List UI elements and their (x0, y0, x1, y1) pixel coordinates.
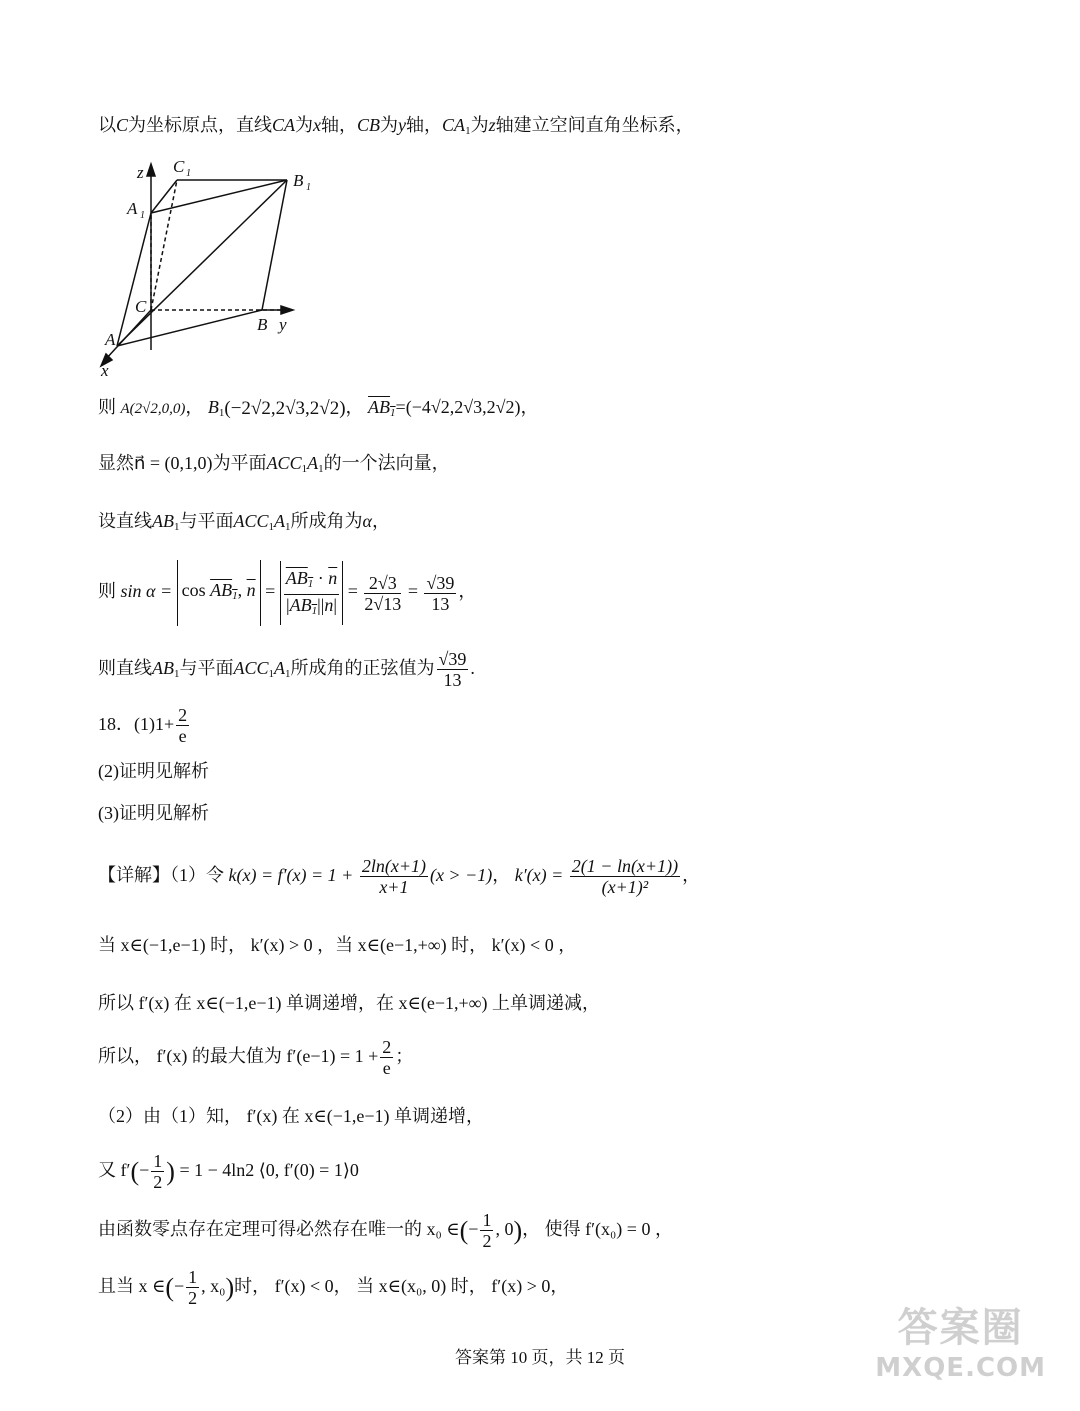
detail-line-4: 所以， f′(x) 的最大值为 f′(e−1) = 1 + $\frac{2}{e}$ ； (98, 1037, 414, 1079)
angle-definition-line: 设直线$AB_1$与平面$ACC_1A_1$所成角为α， (98, 511, 390, 533)
y-axis-arrow (281, 306, 293, 314)
label-A1: A (127, 199, 138, 218)
label-C: C (135, 297, 147, 316)
label-B1: B (293, 171, 304, 190)
edge-A1B1 (151, 180, 287, 213)
label-z: z (137, 163, 144, 182)
q18-answer-1: 18．(1)1+ $\frac{2}{e}$ (98, 705, 188, 747)
label-B: B (257, 315, 268, 334)
label-A: A (105, 330, 116, 349)
edge-BB1 (262, 180, 287, 310)
detail-line-2: 当 x∈(−1,e−1) 时， k′(x) > 0 ，当 x∈(e−1,+∞) 时， k′(x) < 0 ， (98, 935, 577, 955)
edge-AA1 (117, 213, 151, 346)
sine-formula-line: 则 $\sin \alpha = \cos AB_1$, $\overline{n}$ = $\frac{AB_1 \cdot \overline{n}}{|AB_1||\overline{n}|}$ = $\frac{2√3}{2√13}$ = $\frac{√39}{13}$ ， (98, 560, 476, 626)
detail-line-1: 【详解】（1）令 k(x) = f′(x) = 1 + $\frac{2\ln(x+1)}{x+1}$ (x > −1)， k′(x) = $\frac{2(1 - \ln(x+1))}{\text{(x+1)²}}$ ， (98, 856, 701, 898)
detail-line-3: 所以 f′(x) 在 x∈(−1,e−1) 单调递增，在 x∈(e−1,+∞) 上单调递减， (98, 993, 600, 1013)
label-y: y (279, 315, 287, 334)
svg-text:1: 1 (186, 168, 191, 179)
page-footer: 答案第 10 页，共 12 页 (455, 1348, 625, 1367)
q18-answer-3: (3)证明见解析 (98, 803, 209, 823)
z-axis-arrow (147, 164, 155, 176)
coordinates-line: 则 A(2√2,0,0)， $B_1(-2√2,2√3,2√2)$， $AB_1=(-4√2,2√3,2√2)$， (98, 397, 539, 419)
detail-line-6: 又 f′(− $\frac{1}{2}$ ) = 1 − 4ln2 ⟨0, f′(0) = 1⟩0 (98, 1151, 359, 1193)
svg-text:1: 1 (306, 182, 311, 193)
detail-line-5: （2）由（1）知， f′(x) 在 x∈(−1,e−1) 单调递增， (98, 1106, 485, 1126)
label-x: x (101, 361, 109, 380)
sine-conclusion-line: 则直线$AB_1$与平面$ACC_1A_1$所成角的正弦值为 $\frac{√39}{13}$ . (98, 649, 475, 691)
coordinate-setup-line: 以C为坐标原点，直线CA为x轴，CB为y轴，$CA_1$为z轴建立空间直角坐标系， (98, 115, 694, 137)
q18-answer-2: (2)证明见解析 (98, 761, 209, 781)
prism-coordinate-figure (95, 150, 335, 382)
normal-vector-line: 显然n⃗ = (0,1,0)为平面$ACC_1A_1$的一个法向量， (98, 453, 450, 475)
detail-line-7: 由函数零点存在定理可得必然存在唯一的 x₀ ∈(− $\frac{1}{2}$ , 0)， 使得 f′(x₀) = 0 ， (98, 1210, 673, 1252)
label-C1: C (173, 157, 185, 176)
detail-line-8: 且当 x ∈(− $\frac{1}{2}$ , x₀)时， f′(x) < 0， 当 x∈(x₀, 0) 时， f′(x) > 0， (98, 1267, 569, 1309)
watermark-logo: 答案圈 MXQE.COM (875, 1305, 1046, 1383)
svg-text:1: 1 (140, 210, 145, 221)
